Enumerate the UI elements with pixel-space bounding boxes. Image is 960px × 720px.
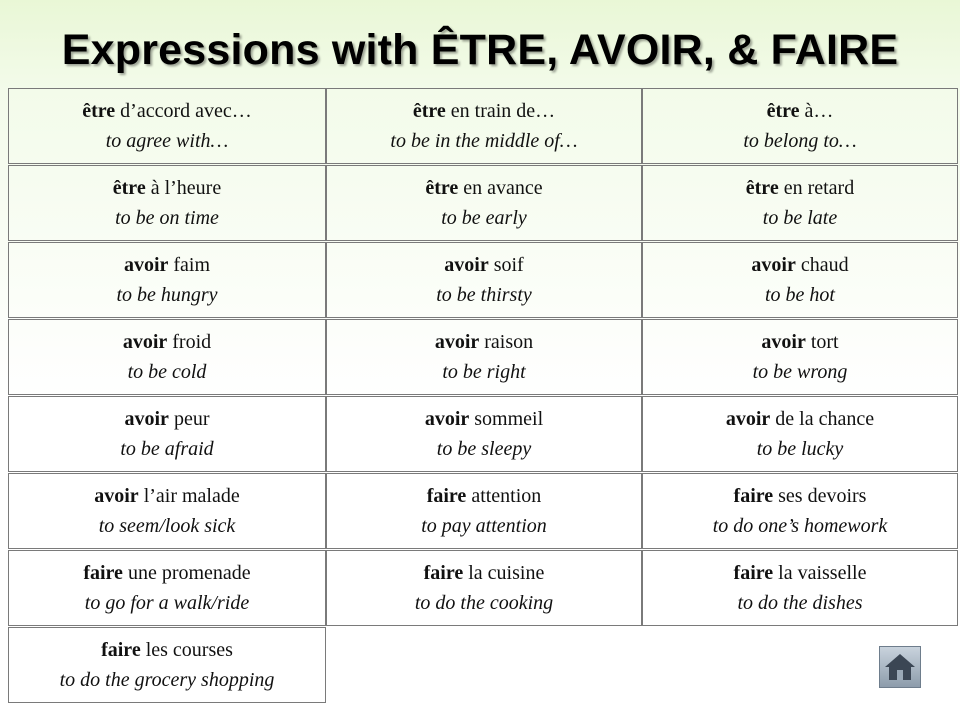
french-expression — [413, 96, 555, 126]
french-expression — [123, 327, 211, 357]
verb: faire — [423, 562, 464, 584]
verb: avoir — [444, 254, 489, 276]
expression-cell — [326, 319, 642, 395]
english-translation: to be afraid — [120, 438, 214, 460]
expression-cell — [8, 550, 326, 626]
verb: avoir — [751, 254, 796, 276]
french-expression — [767, 96, 834, 126]
english-translation: to be hungry — [116, 284, 218, 306]
expression-cell — [326, 165, 642, 241]
verb: faire — [733, 485, 774, 507]
table-row — [8, 88, 958, 165]
french-expression — [427, 481, 542, 511]
expression-rest: l’air malade — [138, 485, 240, 507]
expression-cell — [8, 473, 326, 549]
verb: avoir — [123, 254, 169, 276]
expression-rest: faim — [168, 254, 211, 276]
english-translation: to do the cooking — [414, 592, 554, 614]
french-expression — [113, 173, 221, 203]
expression-rest: en avance — [458, 177, 543, 199]
french-expression — [125, 404, 210, 434]
french-expression — [761, 327, 838, 357]
expression-rest: en train de… — [445, 100, 556, 122]
expression-rest: attention — [466, 485, 542, 507]
expression-cell — [642, 242, 958, 318]
expression-rest: à… — [799, 100, 834, 122]
expression-rest: peur — [168, 408, 210, 430]
french-expression — [124, 250, 210, 280]
verb: avoir — [761, 331, 806, 353]
english-translation: to belong to… — [743, 130, 857, 152]
expression-rest: ses devoirs — [773, 485, 867, 507]
verb: avoir — [424, 408, 470, 430]
expression-cell — [8, 396, 326, 472]
verb: avoir — [434, 331, 480, 353]
verb: avoir — [94, 485, 139, 507]
expression-rest: d’accord avec… — [115, 100, 252, 122]
french-expression — [734, 558, 867, 588]
french-expression — [83, 558, 250, 588]
expression-rest: la vaisselle — [773, 562, 867, 584]
verb: avoir — [725, 408, 771, 430]
expression-cell — [326, 88, 642, 164]
table-row — [8, 627, 958, 704]
french-expression — [751, 250, 848, 280]
expression-rest: à l’heure — [145, 177, 222, 199]
expression-rest: sommeil — [469, 408, 544, 430]
expression-rest: la cuisine — [463, 562, 545, 584]
table-row — [8, 550, 958, 627]
expression-rest: raison — [479, 331, 534, 353]
expression-rest: soif — [488, 254, 524, 276]
english-translation: to do the grocery shopping — [59, 669, 275, 691]
verb: faire — [733, 562, 774, 584]
french-expression — [425, 173, 542, 203]
english-translation: to pay attention — [421, 515, 547, 537]
expression-rest: chaud — [795, 254, 849, 276]
expression-cell — [8, 319, 326, 395]
french-expression — [734, 481, 867, 511]
expression-cell — [642, 473, 958, 549]
expressions-table — [8, 88, 958, 704]
expression-rest: de la chance — [770, 408, 875, 430]
expression-rest: froid — [167, 331, 212, 353]
english-translation: to agree with… — [105, 130, 229, 152]
expression-cell — [642, 550, 958, 626]
english-translation: to be lucky — [756, 438, 844, 460]
expression-rest: une promenade — [122, 562, 251, 584]
verb: avoir — [124, 408, 169, 430]
french-expression — [101, 635, 233, 665]
home-icon — [884, 652, 916, 682]
english-translation: to be late — [762, 207, 838, 229]
expression-rest: tort — [805, 331, 839, 353]
verb: avoir — [122, 331, 168, 353]
english-translation: to be sleepy — [436, 438, 532, 460]
english-translation: to be on time — [115, 207, 219, 229]
french-expression — [435, 327, 533, 357]
french-expression — [424, 558, 545, 588]
verb: être — [425, 177, 459, 199]
expression-cell — [326, 473, 642, 549]
expression-cell — [642, 165, 958, 241]
english-translation: to be wrong — [752, 361, 848, 383]
french-expression — [82, 96, 252, 126]
expression-cell — [8, 242, 326, 318]
expression-cell — [326, 396, 642, 472]
expression-rest: les courses — [140, 639, 233, 661]
verb: être — [766, 100, 800, 122]
expression-cell — [8, 165, 326, 241]
french-expression — [726, 404, 874, 434]
verb: être — [112, 177, 146, 199]
verb: faire — [101, 639, 141, 661]
verb: être — [82, 100, 116, 122]
expression-cell — [326, 242, 642, 318]
french-expression — [425, 404, 543, 434]
english-translation: to be cold — [127, 361, 207, 383]
expression-cell — [642, 88, 958, 164]
page-title: Expressions with ÊTRE, AVOIR, & FAIRE — [61, 26, 899, 74]
expression-cell — [8, 627, 326, 703]
french-expression — [746, 173, 854, 203]
expression-cell — [642, 396, 958, 472]
english-translation: to go for a walk/ride — [84, 592, 250, 614]
english-translation: to be right — [442, 361, 526, 383]
english-translation: to do one’s homework — [712, 515, 888, 537]
expression-cell — [8, 88, 326, 164]
english-translation: to seem/look sick — [98, 515, 236, 537]
english-translation: to do the dishes — [737, 592, 863, 614]
french-expression — [444, 250, 523, 280]
table-row — [8, 319, 958, 396]
expression-rest: en retard — [778, 177, 855, 199]
verb: faire — [426, 485, 467, 507]
table-row — [8, 242, 958, 319]
expression-cell — [326, 550, 642, 626]
english-translation: to be in the middle of… — [390, 130, 578, 152]
verb: être — [745, 177, 779, 199]
verb: être — [412, 100, 446, 122]
table-row — [8, 396, 958, 473]
english-translation: to be hot — [765, 284, 835, 306]
english-translation: to be thirsty — [436, 284, 532, 306]
table-row — [8, 165, 958, 242]
table-row — [8, 473, 958, 550]
expression-cell — [642, 319, 958, 395]
home-button[interactable] — [879, 646, 921, 688]
english-translation: to be early — [441, 207, 527, 229]
verb: faire — [83, 562, 123, 584]
french-expression — [94, 481, 240, 511]
